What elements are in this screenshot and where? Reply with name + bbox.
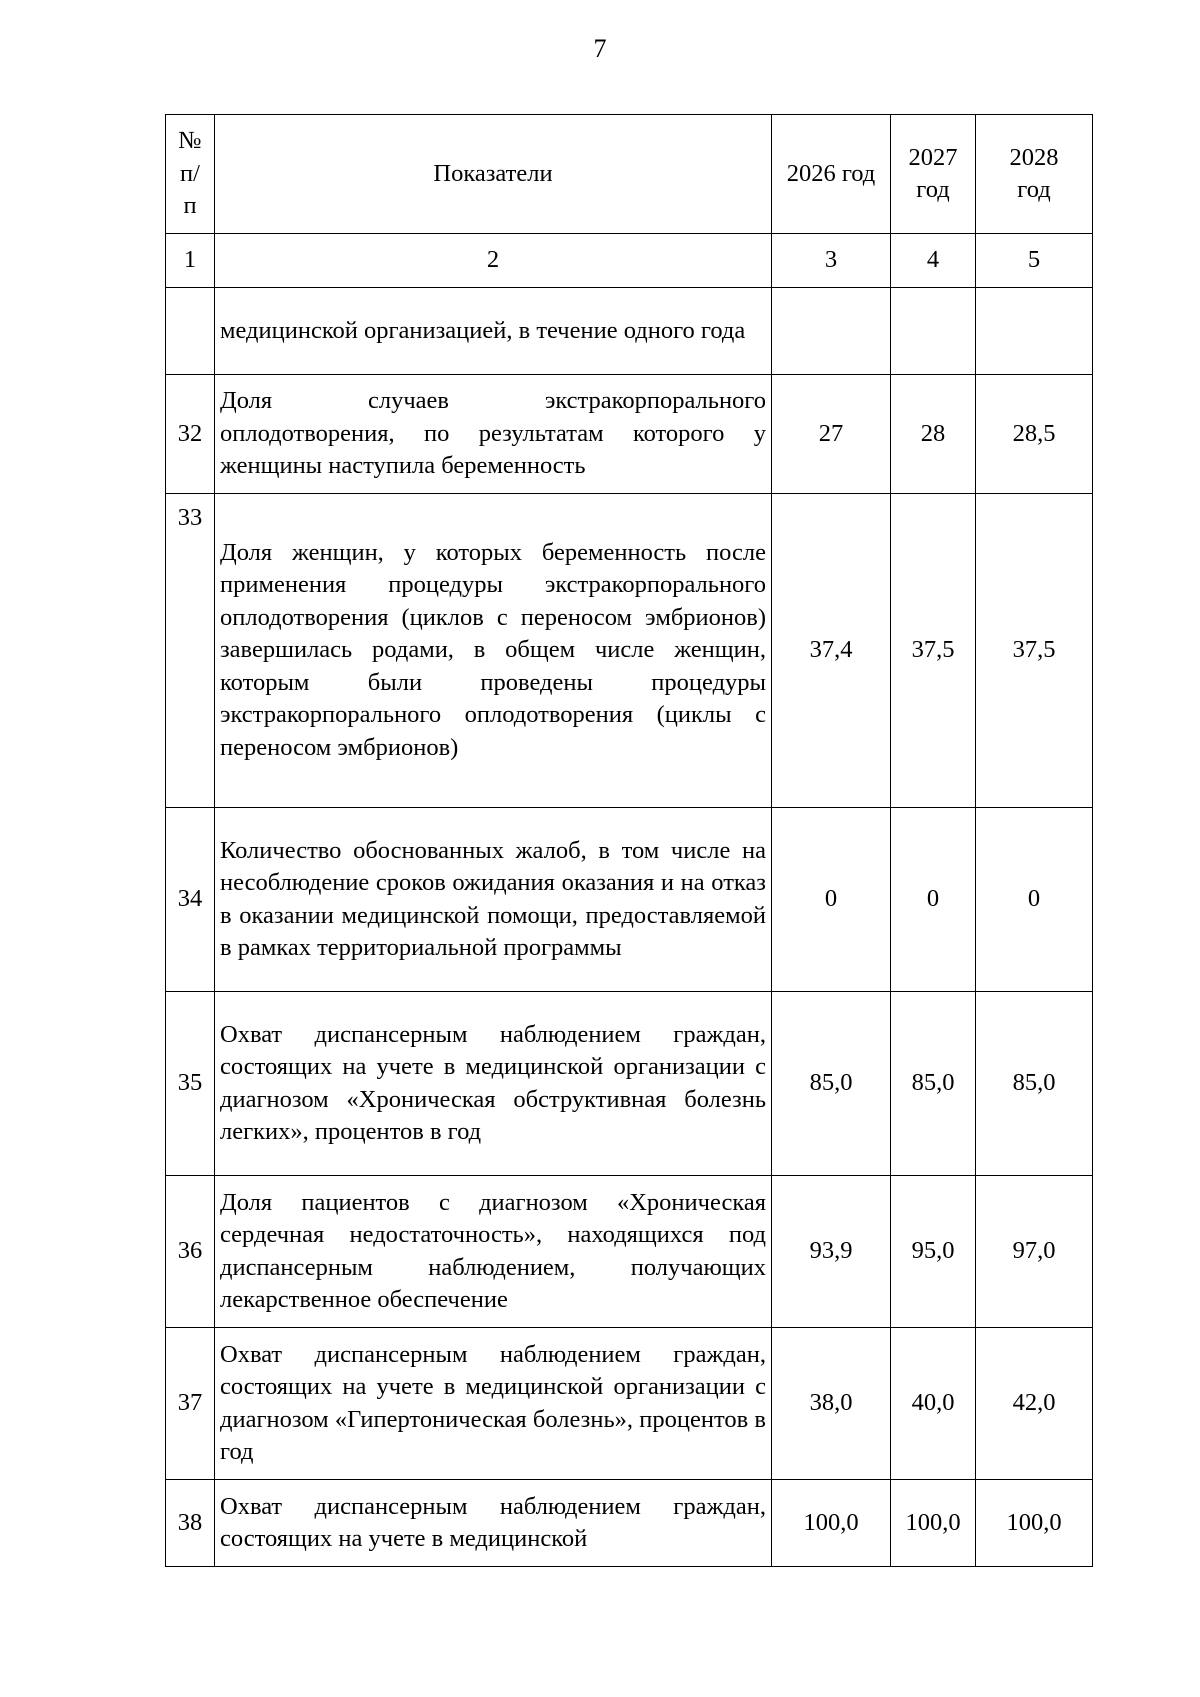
row-number: 36 [166,1176,215,1328]
row-number: 38 [166,1480,215,1567]
column-index-row [166,234,1093,288]
value-2026: 100,0 [772,1480,891,1567]
row-number: 33 [166,494,215,808]
value-2026 [772,288,891,375]
row-indicator: Доля пациентов с диагнозом «Хроническая сердечная недостаточность», находящихся под диспансерным наблюдением, получающих лекарственное обеспечение [215,1176,772,1328]
row-number: 35 [166,992,215,1176]
value-2026: 38,0 [772,1328,891,1480]
value-2026: 27 [772,375,891,494]
column-index-cell: 4 [891,234,976,288]
value-2027: 0 [891,808,976,992]
table-row [166,1176,1093,1328]
header-2028: 2028 год [976,115,1093,234]
row-indicator: медицинской организацией, в течение одного года [215,288,772,375]
value-2028: 85,0 [976,992,1093,1176]
value-2028: 97,0 [976,1176,1093,1328]
table-header-row [166,115,1093,234]
header-num: № п/п [166,115,215,234]
row-indicator: Доля женщин, у которых беременность после применения процедуры экстракорпорального оплодотворения (циклов с переносом эмбрионов) завершилась родами, в общем числе женщин, которым были проведены процедуры экстракорпорального оплодотворения (циклы с переносом эмбрионов) [215,494,772,808]
row-indicator: Количество обоснованных жалоб, в том числе на несоблюдение сроков ожидания оказания и на отказ в оказании медицинской помощи, предоставляемой в рамках территориальной программы [215,808,772,992]
row-indicator: Охват диспансерным наблюдением граждан, состоящих на учете в медицинской [215,1480,772,1567]
value-2028: 37,5 [976,494,1093,808]
table-row [166,1480,1093,1567]
header-indicator: Показатели [215,115,772,234]
value-2026: 93,9 [772,1176,891,1328]
column-index-cell: 1 [166,234,215,288]
value-2027: 100,0 [891,1480,976,1567]
table-row [166,992,1093,1176]
indicators-table [165,114,1093,1567]
table-row [166,288,1093,375]
table-row [166,494,1093,808]
value-2026: 37,4 [772,494,891,808]
value-2027 [891,288,976,375]
row-indicator: Доля случаев экстракорпорального оплодотворения, по результатам которого у женщины наступила беременность [215,375,772,494]
header-2027: 2027 год [891,115,976,234]
row-indicator: Охват диспансерным наблюдением граждан, состоящих на учете в медицинской организации с диагнозом «Хроническая обструктивная болезнь легких», процентов в год [215,992,772,1176]
table-row [166,808,1093,992]
row-number: 37 [166,1328,215,1480]
table-row [166,1328,1093,1480]
value-2027: 40,0 [891,1328,976,1480]
table-row [166,375,1093,494]
page-number: 7 [593,34,607,63]
value-2028 [976,288,1093,375]
value-2026: 85,0 [772,992,891,1176]
value-2028: 0 [976,808,1093,992]
value-2026: 0 [772,808,891,992]
value-2027: 85,0 [891,992,976,1176]
header-2026: 2026 год [772,115,891,234]
value-2027: 95,0 [891,1176,976,1328]
column-index-cell: 2 [215,234,772,288]
value-2028: 42,0 [976,1328,1093,1480]
column-index-cell: 5 [976,234,1093,288]
value-2028: 100,0 [976,1480,1093,1567]
value-2028: 28,5 [976,375,1093,494]
row-number: 34 [166,808,215,992]
row-number: 32 [166,375,215,494]
row-number [166,288,215,375]
value-2027: 28 [891,375,976,494]
value-2027: 37,5 [891,494,976,808]
column-index-cell: 3 [772,234,891,288]
row-indicator: Охват диспансерным наблюдением граждан, состоящих на учете в медицинской организации с диагнозом «Гипертоническая болезнь», процентов в год [215,1328,772,1480]
